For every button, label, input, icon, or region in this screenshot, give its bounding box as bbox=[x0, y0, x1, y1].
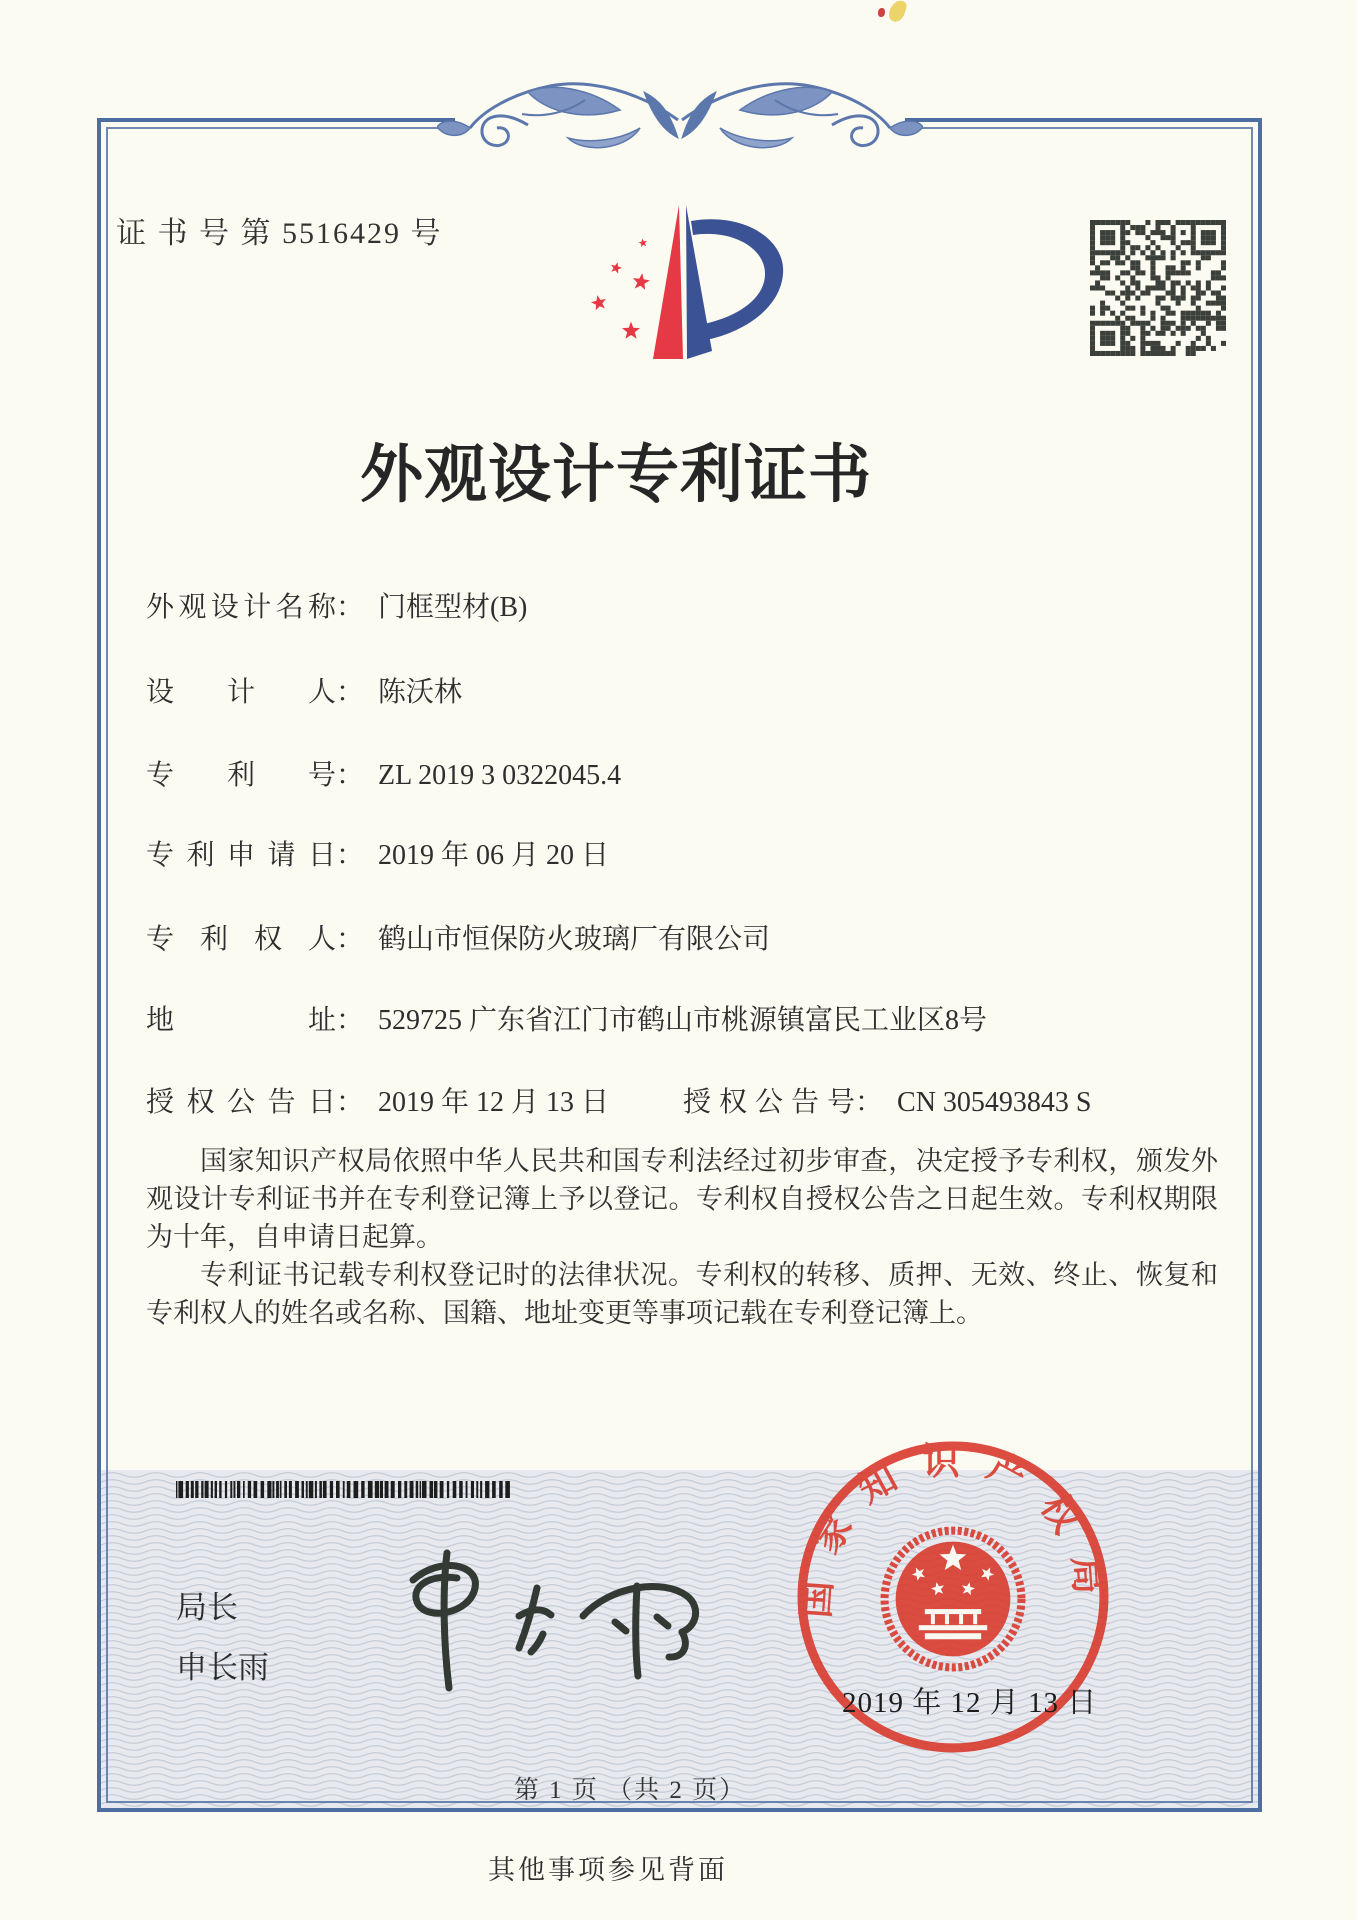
field-colon: ： bbox=[336, 840, 365, 871]
legal-paragraph-2: 专利证书记载专利权登记时的法律状况。专利权的转移、质押、无效、终止、恢复和专利权人的姓名或名称、国籍、地址变更等事项记载在专利登记簿上。 bbox=[146, 1260, 1218, 1328]
signer-name: 申长雨 bbox=[176, 1650, 269, 1685]
field-label: 授权公告日 bbox=[146, 1087, 336, 1118]
legal-paragraph-1: 国家知识产权局依照中华人民共和国专利法经过初步审查，决定授予专利权，颁发外观设计专利证书并在专利登记簿上予以登记。专利权自授权公告之日起生效。专利权期限为十年，自申请日起算。 bbox=[146, 1146, 1218, 1252]
field-colon: ： bbox=[336, 760, 365, 791]
cnipa-logo-icon bbox=[560, 172, 810, 372]
field-colon: ： bbox=[336, 1005, 365, 1036]
certificate-number: 证 书 号 第 5516429 号 bbox=[116, 217, 443, 250]
page-number: 第 1 页 （共 2 页） bbox=[513, 1777, 747, 1804]
field-colon: ： bbox=[336, 924, 365, 955]
field-label: 授权公告号 bbox=[683, 1087, 855, 1118]
field-label: 设计人 bbox=[146, 677, 336, 708]
field-value: 门框型材(B) bbox=[378, 592, 528, 623]
national-emblem-icon bbox=[885, 1531, 1022, 1668]
signature-icon bbox=[385, 1538, 725, 1703]
field-value: 鹤山市恒保防火玻璃厂有限公司 bbox=[378, 924, 771, 955]
signer-block bbox=[176, 1578, 269, 1698]
field-value: CN 305493843 S bbox=[897, 1087, 1092, 1118]
field-patent-number bbox=[146, 753, 621, 793]
field-label: 专利申请日 bbox=[146, 840, 336, 871]
seal-date: 2019 年 12 月 13 日 bbox=[842, 1687, 1098, 1719]
seal-text: 国家知识产权局 bbox=[796, 1441, 1110, 1620]
barcode-icon bbox=[176, 1481, 518, 1498]
field-colon: ： bbox=[336, 677, 365, 708]
scan-artifact-red bbox=[878, 8, 885, 17]
field-filing-date bbox=[146, 833, 609, 873]
legal-text bbox=[146, 1142, 1218, 1332]
field-value: ZL 2019 3 0322045.4 bbox=[378, 760, 622, 791]
field-grant-date bbox=[146, 1080, 1092, 1120]
field-label: 外观设计名称 bbox=[146, 592, 336, 623]
scan-artifact-yellow bbox=[887, 0, 908, 24]
field-label: 地址 bbox=[146, 1005, 336, 1036]
back-note: 其他事项参见背面 bbox=[488, 1855, 728, 1885]
field-label: 专利权人 bbox=[146, 924, 336, 955]
field-colon: ： bbox=[855, 1087, 884, 1118]
field-label: 专利号 bbox=[146, 760, 336, 791]
top-ornament bbox=[437, 70, 923, 170]
logo-stars-icon bbox=[591, 239, 650, 339]
field-patentee bbox=[146, 917, 770, 957]
field-grant-number bbox=[683, 1080, 1091, 1120]
field-value: 2019 年 12 月 13 日 bbox=[378, 1087, 610, 1118]
field-value: 2019 年 06 月 20 日 bbox=[378, 840, 610, 871]
field-designer bbox=[146, 670, 462, 710]
field-design-name bbox=[146, 585, 527, 625]
field-address bbox=[146, 998, 987, 1038]
field-value: 陈沃林 bbox=[378, 677, 463, 708]
certificate-title: 外观设计专利证书 bbox=[360, 440, 872, 510]
field-colon: ： bbox=[336, 592, 365, 623]
field-colon: ： bbox=[336, 1087, 365, 1118]
field-value: 529725 广东省江门市鹤山市桃源镇富民工业区8号 bbox=[378, 1005, 988, 1036]
signer-title: 局长 bbox=[176, 1590, 238, 1625]
qr-code-icon bbox=[1090, 220, 1226, 356]
